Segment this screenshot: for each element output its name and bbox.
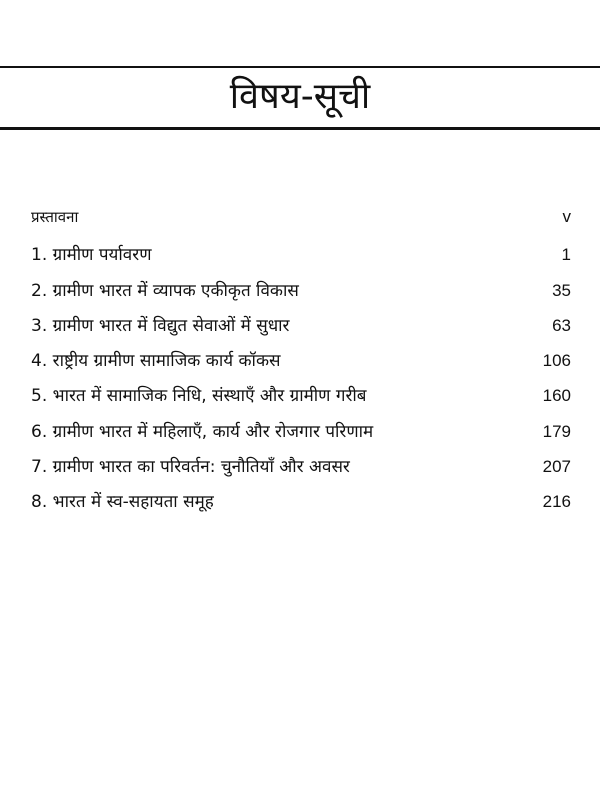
toc-entry-page: 1 [561,245,571,265]
toc-entry-title: 6. ग्रामीण भारत में महिलाएँ, कार्य और रोजगार परिणाम [31,421,374,442]
toc-entry-page: 63 [552,315,571,335]
toc-entry-page: 207 [542,457,571,477]
toc-entry-preface[interactable] [31,207,571,242]
toc-entry-title: 4. राष्ट्रीय ग्रामीण सामाजिक कार्य कॉकस [31,351,281,372]
toc-entry-title: 8. भारत में स्व-सहायता समूह [31,492,214,513]
header-rule-top [0,66,600,68]
toc-entry-page: 160 [542,386,571,406]
toc-entry-chapter-8[interactable] [31,489,571,524]
toc-entry-title: 1. ग्रामीण पर्यावरण [31,245,152,266]
toc-entry-title: 3. ग्रामीण भारत में विद्युत सेवाओं में सुधार [31,315,290,336]
page-title: विषय-सूची [229,76,371,117]
toc-entry-chapter-6[interactable] [31,419,571,454]
toc-entry-title: 2. ग्रामीण भारत में व्यापक एकीकृत विकास [31,280,299,301]
toc-entry-title: 7. ग्रामीण भारत का परिवर्तन: चुनौतियाँ और अवसर [31,457,350,478]
toc-entry-chapter-2[interactable] [31,278,571,313]
toc-entry-chapter-1[interactable] [31,242,571,277]
toc-entry-page: 106 [542,351,571,371]
toc-entry-page: 179 [542,421,571,441]
toc-entry-title: 5. भारत में सामाजिक निधि, संस्थाएँ और ग्रामीण गरीब [31,386,367,407]
toc-entry-page: 35 [552,280,571,300]
table-of-contents [31,207,571,525]
toc-entry-chapter-4[interactable] [31,348,571,383]
toc-entry-chapter-7[interactable] [31,454,571,489]
toc-entry-page: 216 [542,492,571,512]
toc-entry-chapter-5[interactable] [31,383,571,418]
toc-entry-page: v [562,207,571,226]
toc-entry-title: प्रस्तावना [31,208,79,226]
toc-entry-chapter-3[interactable] [31,313,571,348]
header-rule-bottom [0,127,600,130]
